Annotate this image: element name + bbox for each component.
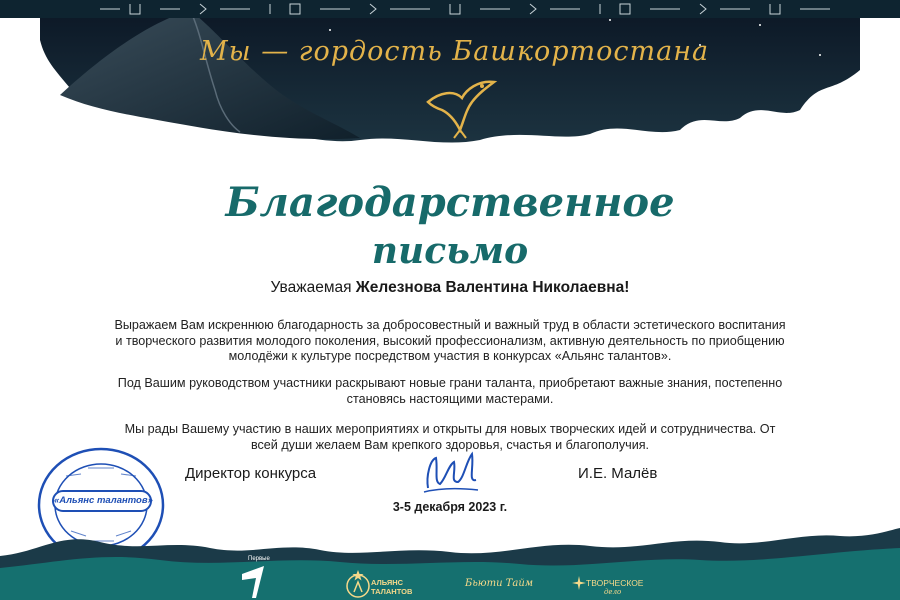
- eagle-emblem: [420, 72, 500, 142]
- stamp-center-text: «Альянс талантов»: [52, 490, 152, 512]
- greeting-line: [100, 279, 800, 297]
- letter-title: Благодарственное: [225, 179, 675, 226]
- tvorcheskoe-text: ТВОРЧЕСКОЕ: [586, 578, 644, 588]
- letter-date: 3-5 декабря 2023 г.: [392, 500, 508, 514]
- letter-paragraph-2: Под Вашим руководством участники раскрывают новые грани таланта, приобретают важные знания, постепенно становясь настоящими мастерами.: [117, 376, 783, 406]
- greeting-prefix: Уважаемая: [270, 279, 352, 296]
- banner-title: Мы — гордость Башкортостана: [200, 36, 710, 67]
- buti-time-logo: [465, 576, 545, 596]
- buti-time-text: Бьюти Тайм: [465, 578, 534, 589]
- alyans-line1: АЛЬЯНС: [371, 578, 404, 587]
- footer-wave: [0, 512, 900, 600]
- alyans-emblem-icon: [345, 568, 371, 600]
- tvorcheskoe-delo-logo: [572, 576, 662, 600]
- sparkle-icon: [572, 576, 586, 590]
- letter-paragraph-1: Выражаем Вам искреннюю благодарность за добросовестный и важный труд в области эстетического воспитания и творческого развития молодого поколения, высокий профессионализм, активную деятельность по приобщению молодёжи к культуре посредством участия в конкурсах «Альянс талантов».: [114, 318, 786, 363]
- pervye-logo: [232, 550, 272, 600]
- recipient-name: Железнова Валентина Николаевна!: [355, 279, 630, 296]
- letter-paragraph-3: Мы рады Вашему участию в наших мероприятиях и открыты для новых творческих идей и сотрудничества. От всей души желаем Вам крепкого здоровья, счастья и благополучия.: [124, 422, 776, 452]
- pervye-caption: Первые: [248, 556, 270, 562]
- ornament-border: [0, 0, 900, 18]
- director-name: И.Е. Малёв: [578, 465, 658, 482]
- alyans-talantov-logo: [345, 568, 435, 600]
- delo-text: дело: [604, 588, 622, 596]
- director-label: Директор конкурса: [185, 465, 317, 482]
- alyans-line2: ТАЛАНТОВ: [371, 587, 413, 596]
- signature-image: [420, 448, 482, 498]
- letter-subtitle: письмо: [371, 230, 529, 272]
